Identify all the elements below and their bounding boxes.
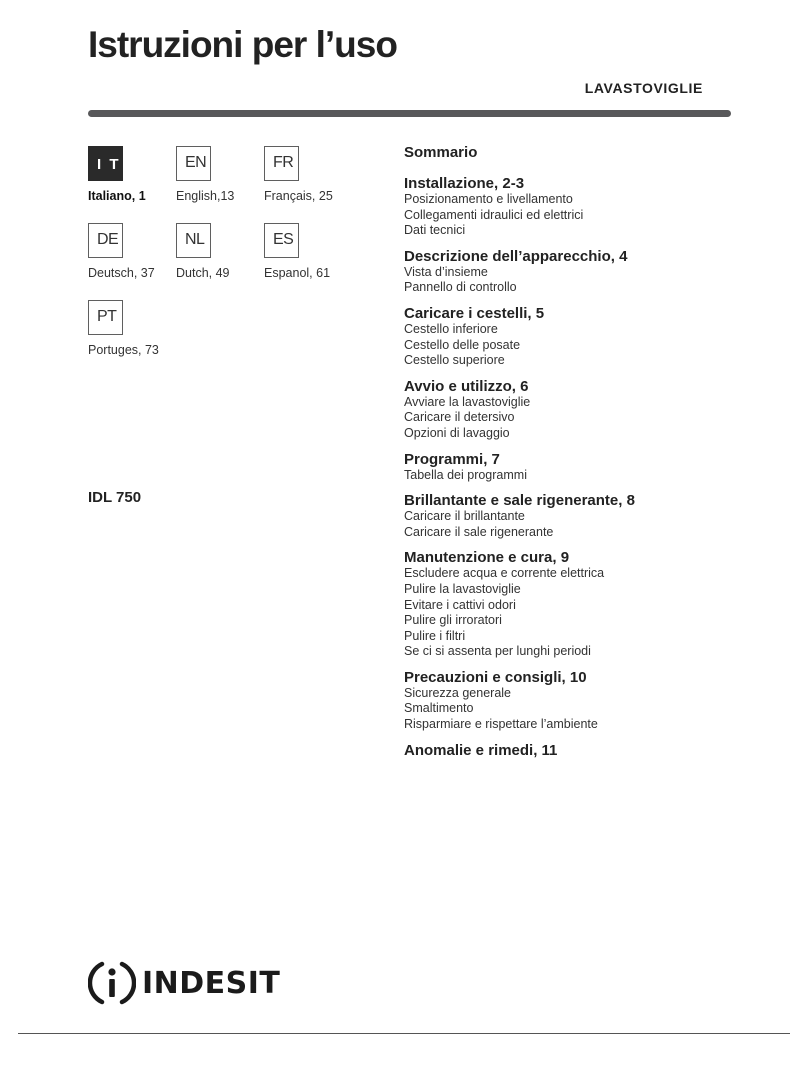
toc-item[interactable]: Smaltimento [404, 701, 474, 716]
brand-name: INDESIT [142, 965, 281, 1001]
toc-section [404, 378, 734, 442]
toc-item[interactable]: Opzioni di lavaggio [404, 425, 510, 440]
toc-item[interactable]: Caricare il detersivo [404, 410, 515, 425]
indesit-logo [88, 958, 280, 1008]
language-code-box: FR [264, 146, 299, 181]
toc-item[interactable]: Collegamenti idraulici ed elettrici [404, 207, 584, 222]
language-label: Français, 25 [264, 189, 333, 203]
page-title: Istruzioni per l’uso [88, 24, 397, 65]
toc-section-title[interactable]: Precauzioni e consigli, 10 [404, 668, 587, 686]
toc-item[interactable]: Pulire la lavastoviglie [404, 581, 521, 596]
language-label: Dutch, 49 [176, 266, 230, 280]
toc-item[interactable]: Risparmiare e rispettare l’ambiente [404, 717, 598, 732]
language-label: Espanol, 61 [264, 266, 331, 280]
language-label: Italiano, 1 [88, 189, 146, 203]
toc-section [404, 669, 734, 733]
toc-section [404, 742, 734, 759]
language-fr[interactable] [264, 146, 374, 203]
language-code-box: EN [176, 146, 211, 181]
toc-item[interactable]: Se ci si assenta per lunghi periodi [404, 644, 591, 659]
toc-item[interactable]: Sicurezza generale [404, 685, 512, 700]
footer-divider [18, 1033, 790, 1034]
toc-item[interactable]: Cestello delle posate [404, 337, 521, 352]
model-number: IDL 750 [88, 489, 142, 506]
toc-item[interactable]: Evitare i cattivi odori [404, 597, 516, 612]
toc-item[interactable]: Vista d’insieme [404, 264, 488, 279]
product-category: LAVASTOVIGLIE [584, 80, 703, 96]
toc-item[interactable]: Caricare il brillantante [404, 509, 525, 524]
toc-section [404, 549, 734, 660]
toc-section [404, 451, 734, 484]
toc-section [404, 248, 734, 296]
toc-item[interactable]: Pulire gli irroratori [404, 613, 502, 628]
language-label: Deutsch, 37 [88, 266, 155, 280]
toc-item[interactable]: Pulire i filtri [404, 628, 466, 643]
table-of-contents [404, 144, 734, 768]
language-pt[interactable] [88, 300, 198, 357]
toc-item[interactable]: Pannello di controllo [404, 280, 517, 295]
toc-section [404, 305, 734, 369]
brand-logo-icon [88, 958, 136, 1008]
toc-section-title[interactable]: Anomalie e rimedi, 11 [404, 741, 558, 759]
toc-item[interactable]: Tabella dei programmi [404, 467, 527, 482]
language-es[interactable] [264, 223, 374, 280]
toc-section-title[interactable]: Brillantante e sale rigenerante, 8 [404, 492, 635, 510]
toc-section [404, 175, 734, 239]
language-code-box: DE [88, 223, 123, 258]
language-label: English,13 [176, 189, 235, 203]
header-divider [88, 110, 731, 117]
language-label: Portuges, 73 [88, 343, 159, 357]
language-code-box: PT [88, 300, 123, 335]
toc-item[interactable]: Dati tecnici [404, 223, 466, 238]
toc-item[interactable]: Caricare il sale rigenerante [404, 524, 554, 539]
toc-section-title[interactable]: Descrizione dell’apparecchio, 4 [404, 247, 628, 265]
toc-item[interactable]: Cestello inferiore [404, 321, 498, 336]
toc-section-title[interactable]: Caricare i cestelli, 5 [404, 304, 545, 322]
toc-section-title[interactable]: Avvio e utilizzo, 6 [404, 377, 529, 395]
toc-item[interactable]: Cestello superiore [404, 353, 505, 368]
toc-section-title[interactable]: Manutenzione e cura, 9 [404, 549, 570, 567]
toc-heading: Sommario [404, 144, 478, 161]
toc-section-title[interactable]: Installazione, 2-3 [404, 175, 525, 192]
toc-item[interactable]: Escludere acqua e corrente elettrica [404, 566, 605, 581]
toc-item[interactable]: Avviare la lavastoviglie [404, 394, 531, 409]
toc-section-title[interactable]: Programmi, 7 [404, 450, 500, 468]
language-code-box: ES [264, 223, 299, 258]
toc-section [404, 492, 734, 540]
toc-item[interactable]: Posizionamento e livellamento [404, 192, 573, 206]
language-code-box: NL [176, 223, 211, 258]
language-code-box: I T [88, 146, 123, 181]
